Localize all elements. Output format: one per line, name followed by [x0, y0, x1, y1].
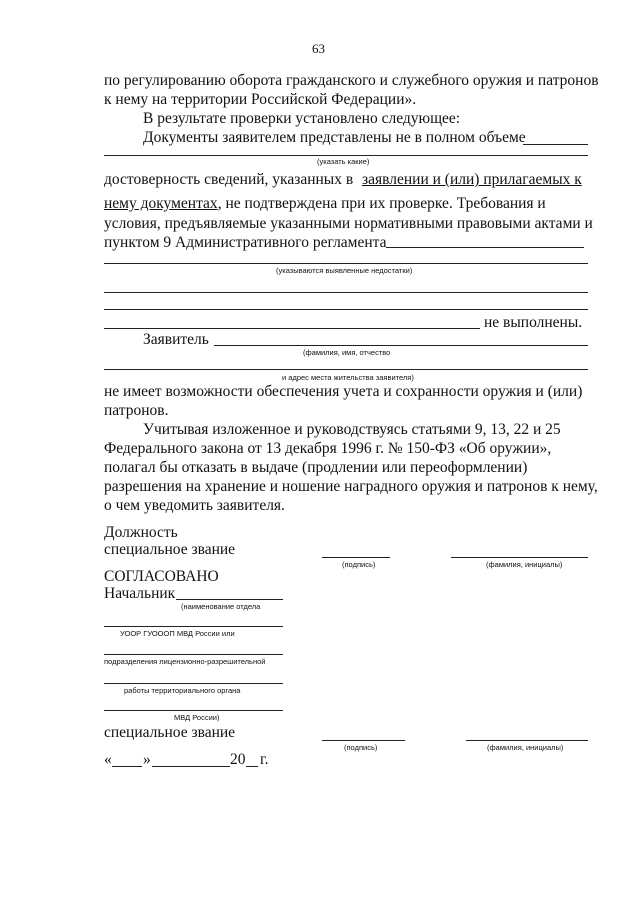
reliability-line-2-rest: , не подтверждена при их проверке. Требования и [217, 195, 546, 212]
hint-mvd: МВД России) [174, 713, 220, 722]
deficiencies-line-1[interactable] [104, 263, 588, 264]
date-month-line[interactable] [152, 766, 230, 767]
no-possibility-line-1: не имеет возможности обеспечения учета и сохранности оружия и (или) [104, 383, 583, 400]
applicant-label: Заявитель [143, 331, 209, 348]
hint-deficiencies: (указываются выявленные недостатки) [276, 266, 413, 275]
chief-label: Начальник [104, 585, 176, 602]
signature-line-2[interactable] [322, 740, 405, 741]
reliability-line-4: пунктом 9 Административного регламента [104, 234, 387, 251]
department-line-2[interactable] [104, 654, 283, 655]
deficiencies-line-4[interactable] [104, 328, 480, 329]
date-close-quote: » [143, 751, 151, 768]
intro-line-3: В результате проверки установлено следующее: [143, 110, 461, 127]
reliability-line-2 [104, 195, 546, 213]
no-possibility-line-2: патронов. [104, 402, 169, 419]
agreed-label: СОГЛАСОВАНО [104, 568, 219, 585]
rank-label: специальное звание [104, 541, 236, 558]
date-open-quote: « [104, 751, 112, 768]
date-day-line[interactable] [112, 766, 142, 767]
hint-signature-1: (подпись) [342, 560, 376, 569]
hint-department: (наименование отдела [181, 602, 261, 611]
intro-line-4: Документы заявителем представлены не в полном объеме [143, 129, 526, 146]
conclusion-line-5: о чем уведомить заявителя. [104, 497, 285, 514]
reliability-line-2-underlined: нему документах [104, 195, 218, 212]
date-year-suffix: г. [260, 751, 269, 768]
deficiencies-line-2[interactable] [104, 292, 588, 293]
hint-address: и адрес места жительства заявителя) [282, 373, 414, 382]
conclusion-line-3: полагал бы отказать в выдаче (продлении или переоформлении) [104, 459, 528, 476]
applicant-name-line[interactable] [214, 345, 588, 346]
regulation-blank-line[interactable] [386, 247, 584, 248]
name-line-1[interactable] [451, 557, 588, 558]
not-fulfilled-text: не выполнены. [484, 314, 583, 331]
hint-specify: (указать какие) [317, 157, 370, 166]
applicant-address-line[interactable] [104, 369, 588, 370]
conclusion-line-4: разрешения на хранение и ношение наградного оружия и патронов к нему, [104, 478, 598, 495]
documents-blank-line[interactable] [523, 144, 588, 145]
reliability-line-1-pre: достоверность сведений, указанных в [104, 171, 354, 188]
hint-name-initials-1: (фамилия, инициалы) [486, 560, 563, 569]
page-number: 63 [312, 41, 325, 56]
hint-subdivision: подразделения лицензионно-разрешительной [104, 657, 266, 666]
deficiencies-line-3[interactable] [104, 309, 588, 310]
date-year-line[interactable] [246, 766, 258, 767]
department-line-4[interactable] [104, 710, 283, 711]
intro-line-1: по регулированию оборота гражданского и служебного оружия и патронов [104, 72, 599, 89]
rank-label-2: специальное звание [104, 724, 236, 741]
chief-blank-line[interactable] [176, 599, 283, 600]
department-line-3[interactable] [104, 683, 283, 684]
hint-name-initials-2: (фамилия, инициалы) [487, 743, 564, 752]
hint-uoor: УООР ГУОООП МВД России или [120, 629, 235, 638]
hint-fio: (фамилия, имя, отчество [303, 348, 391, 357]
hint-signature-2: (подпись) [344, 743, 378, 752]
department-line-1[interactable] [104, 626, 283, 627]
hint-work: работы территориального органа [124, 686, 241, 695]
intro-line-2: к нему на территории Российской Федерации». [104, 91, 417, 108]
reliability-line-3: условия, предъявляемые указанными нормативными правовыми актами и [104, 215, 593, 232]
documents-blank-line-2[interactable] [104, 155, 588, 156]
name-line-2[interactable] [466, 740, 588, 741]
conclusion-line-2: Федерального закона от 13 декабря 1996 г. № 150-ФЗ «Об оружии», [104, 440, 552, 457]
conclusion-line-1: Учитывая изложенное и руководствуясь статьями 9, 13, 22 и 25 [143, 421, 561, 438]
date-year-prefix: 20 [230, 751, 246, 768]
reliability-line-1-underlined: заявлении и (или) прилагаемых к [362, 171, 582, 188]
position-label: Должность [104, 524, 178, 541]
signature-line-1[interactable] [322, 557, 390, 558]
